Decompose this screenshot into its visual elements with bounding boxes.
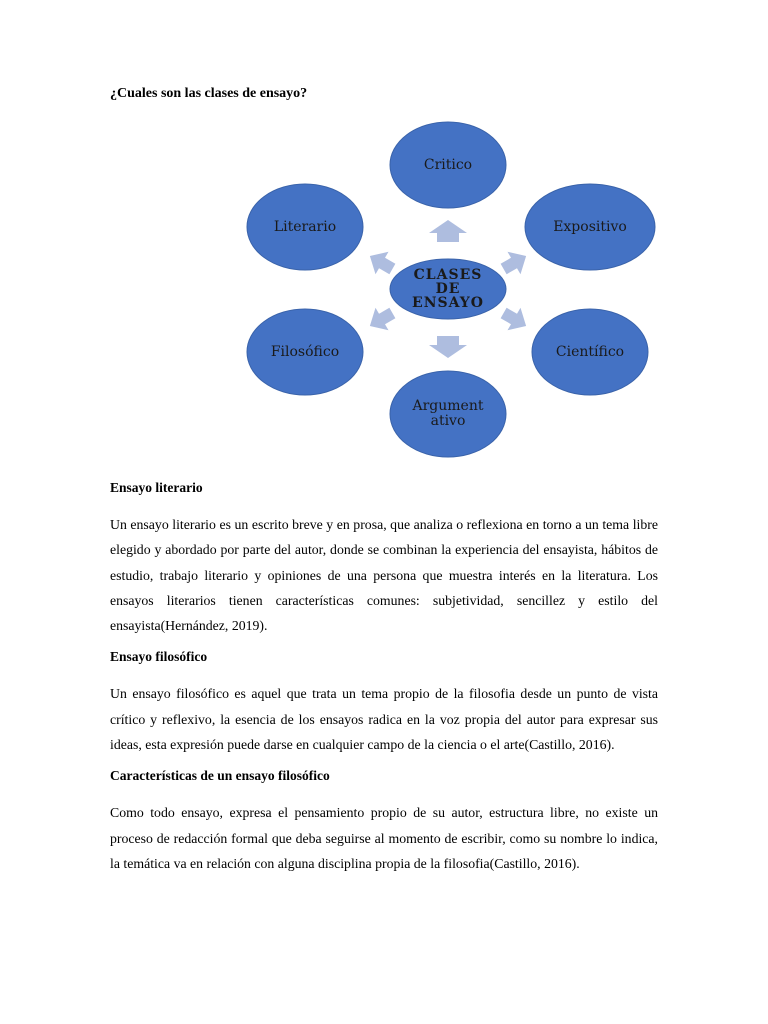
node-filosofico: Filosófico [270, 343, 340, 360]
node-critico: Critico [423, 156, 473, 173]
arrow-up [429, 220, 467, 242]
node-argumentativo-line2: ativo [430, 413, 466, 429]
node-literario: Literario [273, 218, 337, 235]
center-line2: DE [435, 281, 461, 297]
essay-types-diagram [240, 118, 670, 463]
document-content [110, 478, 658, 885]
node-argumentativo [390, 371, 506, 457]
section-body-literario: Un ensayo literario es un escrito breve y en prosa, que analiza o reflexiona en torno a un tema libre elegido y abordado por parte del autor, donde se combinan la experiencia del ensayista, hábitos de estudio, trabajo literario y opiniones de una persona que muestra interés en la literatura. Los ensayos literarios tienen características comunes: subjetividad, sencillez y estilo del ensayista(Hernández, 2019). [110, 517, 658, 634]
question-heading: ¿Cuales son las clases de ensayo? [110, 86, 308, 101]
node-cientifico: Científico [555, 343, 625, 360]
arrow-down [429, 336, 467, 358]
node-center [390, 259, 506, 319]
section-heading-filosofico: Ensayo filosófico [110, 649, 208, 665]
section-body-caracteristicas: Como todo ensayo, expresa el pensamiento propio de su autor, estructura libre, no existe un proceso de redacción formal que deba seguirse al momento de escribir, como su nombre lo indica, la temática va en relación con alguna disciplina propia de la filosofia(Castillo, 2016). [110, 805, 658, 871]
center-line3: ENSAYO [412, 295, 484, 311]
section-heading-literario: Ensayo literario [110, 480, 203, 495]
section-body-filosofico: Un ensayo filosófico es aquel que trata un tema propio de la filosofia desde un punto de vista crítico y reflexivo, la esencia de los ensayos radica en la voz propia del autor para expresar sus ideas, esta expresión puede darse en cualquier campo de la ciencia o el arte(Castillo, 2016). [110, 686, 658, 753]
node-expositivo: Expositivo [553, 218, 627, 235]
section-heading-caracteristicas: Características de un ensayo filosófico [110, 768, 330, 784]
node-argumentativo-line1: Argument [412, 398, 484, 414]
center-line1: CLASES [413, 267, 483, 283]
